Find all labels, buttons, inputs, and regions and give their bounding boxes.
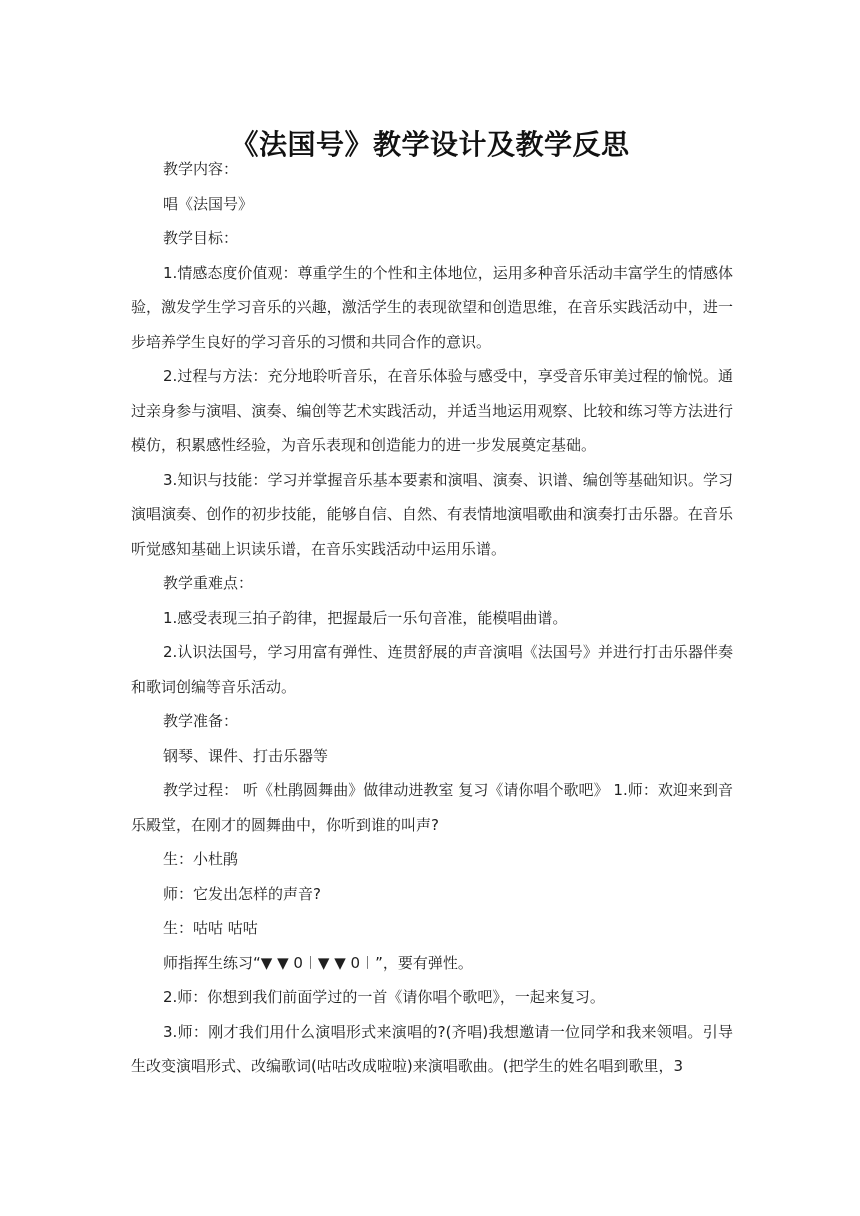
document-title: 《法国号》教学设计及教学反思 bbox=[230, 127, 630, 161]
paragraph-goal-2: 2.过程与方法：充分地聆听音乐，在音乐体验与感受中，享受音乐审美过程的愉悦。通过亲身参与演唱、演奏、编创等艺术实践活动，并适当地运用观察、比较和练习等方法进行模仿，积累感性经验，为音乐表现和创造能力的进一步发展奠定基础。 bbox=[131, 367, 733, 454]
paragraph-process-step-2: 2.师：你想到我们前面学过的一首《请你唱个歌吧》，一起来复习。 bbox=[163, 988, 605, 1006]
paragraph-preparation-heading: 教学准备： bbox=[163, 712, 239, 730]
paragraph-dialogue-student-2: 生：咕咕 咕咕 bbox=[163, 919, 258, 937]
paragraph-process-step-3: 3.师：刚才我们用什么演唱形式来演唱的?(齐唱)我想邀请一位同学和我来领唱。引导生改变演唱形式、改编歌词(咕咕改成啦啦)来演唱歌曲。(把学生的姓名唱到歌里，3 bbox=[131, 1022, 733, 1075]
paragraph-key-point-1: 1.感受表现三拍子韵律，把握最后一乐句音准，能模唱曲谱。 bbox=[163, 608, 568, 627]
paragraph-teaching-content: 唱《法国号》 bbox=[163, 194, 254, 213]
paragraph-rhythm-practice: 师指挥生练习“▼ ▼ 0︱▼ ▼ 0︱”，要有弹性。 bbox=[163, 953, 473, 972]
paragraph-key-points-heading: 教学重难点： bbox=[163, 574, 254, 592]
paragraph-teaching-goals-heading: 教学目标： bbox=[163, 229, 239, 247]
paragraph-process-intro: 教学过程： 听《杜鹃圆舞曲》做律动进教室 复习《请你唱个歌吧》 1.师：欢迎来到音乐殿堂，在刚才的圆舞曲中，你听到谁的叫声? bbox=[131, 781, 733, 834]
paragraph-dialogue-student-1: 生：小杜鹃 bbox=[163, 850, 239, 868]
paragraph-dialogue-teacher-1: 师：它发出怎样的声音? bbox=[163, 884, 321, 903]
paragraph-preparation: 钢琴、课件、打击乐器等 bbox=[163, 746, 329, 765]
document-body bbox=[131, 152, 733, 1084]
paragraph-goal-3: 3.知识与技能：学习并掌握音乐基本要素和演唱、演奏、识谱、编创等基础知识。学习演唱演奏、创作的初步技能，能够自信、自然、有表情地演唱歌曲和演奏打击乐器。在音乐听觉感知基础上识读乐谱，在音乐实践活动中运用乐谱。 bbox=[131, 470, 733, 558]
paragraph-goal-1: 1.情感态度价值观：尊重学生的个性和主体地位，运用多种音乐活动丰富学生的情感体验，激发学生学习音乐的兴趣，激活学生的表现欲望和创造思维，在音乐实践活动中，进一步培养学生良好的学习音乐的习惯和共同合作的意识。 bbox=[131, 263, 733, 351]
paragraph-teaching-content-heading: 教学内容： bbox=[163, 160, 239, 178]
paragraph-key-point-2: 2.认识法国号，学习用富有弹性、连贯舒展的声音演唱《法国号》并进行打击乐器伴奏和歌词创编等音乐活动。 bbox=[131, 643, 733, 696]
